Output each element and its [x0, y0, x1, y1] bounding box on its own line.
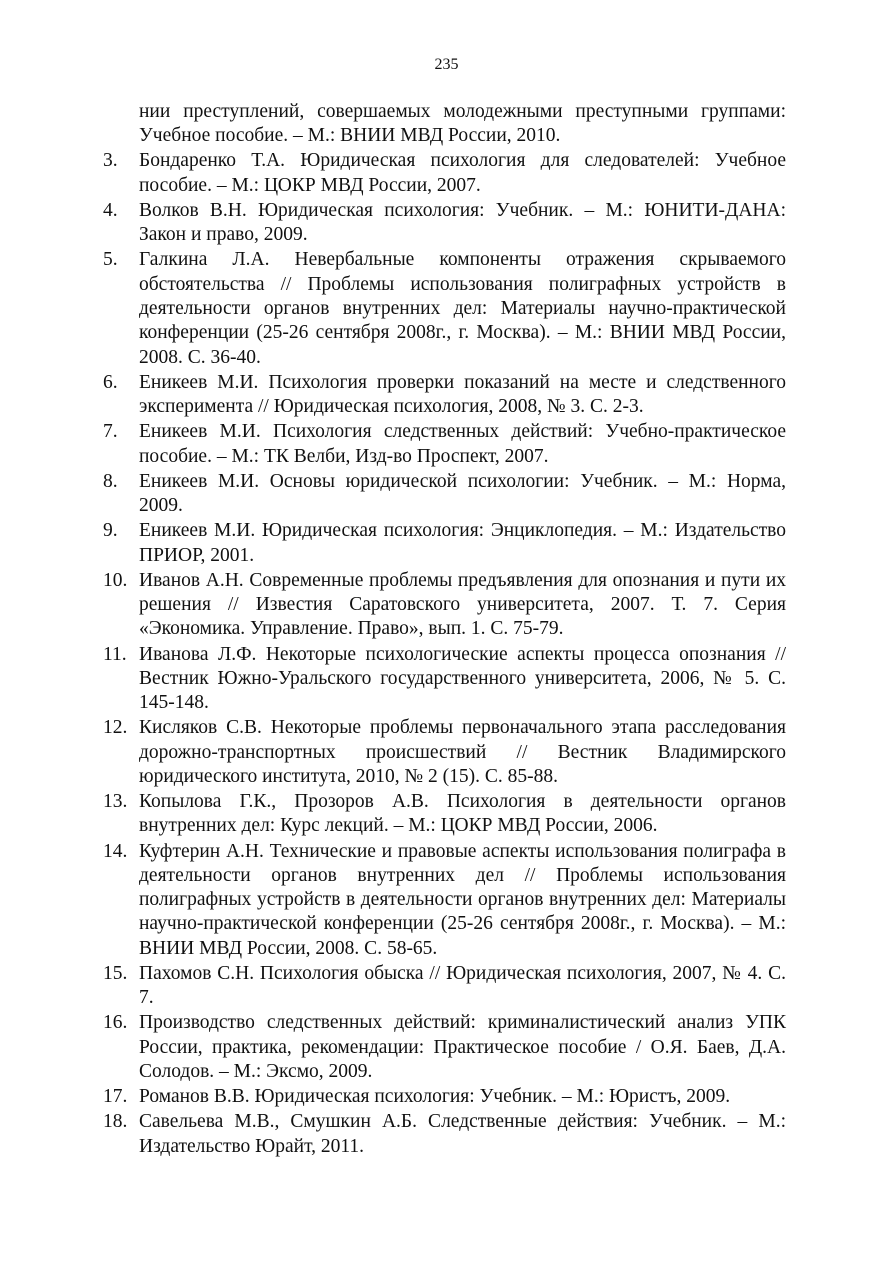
bibliography-entry [103, 716, 786, 789]
bibliography-entry [103, 420, 786, 469]
bibliography-entry [103, 519, 786, 568]
entry-text: Еникеев М.И. Психология следственных действий: Учебно-практическое пособие. – М.: ТК Велби, Изд-во Проспект, 2007. [139, 421, 786, 467]
bibliography-entry [103, 790, 786, 839]
entry-text: Производство следственных действий: криминалистический анализ УПК России, практика, рекомендации: Практическое пособие / О.Я. Баев, Д.А. Солодов. – М.: Эксмо, 2009. [139, 1012, 786, 1083]
entry-number: 5. [103, 249, 118, 271]
bibliography-entry [103, 962, 786, 1011]
entry-number: 16. [103, 1012, 128, 1034]
entry-number: 15. [103, 962, 128, 984]
bibliography-entry [103, 470, 786, 519]
entry-text: Еникеев М.И. Психология проверки показаний на месте и следственного эксперимента // Юридическая психология, 2008, № 3. С. 2-3. [139, 371, 786, 418]
bibliography-entry [103, 840, 786, 961]
bibliography-entry [103, 199, 786, 248]
entry-number: 18. [103, 1111, 128, 1133]
entry-text: Бондаренко Т.А. Юридическая психология для следователей: Учебное пособие. – М.: ЦОКР МВД России, 2007. [139, 150, 786, 196]
entry-number: 9. [103, 520, 118, 542]
bibliography-entry [103, 1085, 786, 1109]
bibliography-entry-continuation [103, 100, 786, 149]
bibliography-entry [103, 1011, 786, 1084]
entry-text: Романов В.В. Юридическая психология: Учебник. – М.: Юристъ, 2009. [139, 1086, 731, 1108]
entry-text: Еникеев М.И. Основы юридической психологии: Учебник. – М.: Норма, 2009. [139, 470, 786, 517]
entry-number: 4. [103, 199, 118, 221]
bibliography-entry [103, 643, 786, 716]
entry-text: нии преступлений, совершаемых молодежными преступными группами: Учебное пособие. – М.: ВНИИ МВД России, 2010. [139, 101, 786, 147]
bibliography-entry [103, 371, 786, 420]
entry-number: 13. [103, 791, 128, 813]
entry-text: Иванов А.Н. Современные проблемы предъявления для опознания и пути их решения // Известия Саратовского университета, 2007. Т. 7. Серия «Экономика. Управление. Право», вып. 1. С. 75-79. [139, 569, 786, 640]
entry-text: Галкина Л.А. Невербальные компоненты отражения скрываемого обстоятельства // Проблемы использования полиграфных устройств в деятельности органов внутренних дел: Материалы научно-практической конференции (25-26 сентября 2008г., г. Москва). – М.: ВНИИ МВД России, 2008. С. 36-40. [139, 249, 786, 368]
entry-text: Волков В.Н. Юридическая психология: Учебник. – М.: ЮНИТИ-ДАНА: Закон и право, 2009. [139, 199, 786, 246]
entry-text: Копылова Г.К., Прозоров А.В. Психология в деятельности органов внутренних дел: Курс лекций. – М.: ЦОКР МВД России, 2006. [139, 791, 786, 837]
entry-text: Савельева М.В., Смушкин А.Б. Следственные действия: Учебник. – М.: Издательство Юрайт, 2011. [139, 1111, 786, 1157]
bibliography-entry [103, 248, 786, 369]
entry-number: 8. [103, 470, 118, 492]
entry-number: 12. [103, 717, 128, 739]
entry-number: 17. [103, 1086, 128, 1108]
entry-number: 10. [103, 569, 128, 591]
entry-text: Иванова Л.Ф. Некоторые психологические аспекты процесса опознания // Вестник Южно-Уральского государственного университета, 2006, № 5. С. 145-148. [139, 643, 786, 714]
entry-text: Кисляков С.В. Некоторые проблемы первоначального этапа расследования дорожно-транспортных происшествий // Вестник Владимирского юридического института, 2010, № 2 (15). С. 85-88. [139, 717, 786, 787]
entry-number: 3. [103, 150, 118, 172]
entry-text: Пахомов С.Н. Психология обыска // Юридическая психология, 2007, № 4. С. 7. [139, 962, 786, 1009]
page-number: 235 [434, 56, 459, 73]
entry-number: 6. [103, 371, 118, 393]
entry-text: Куфтерин А.Н. Технические и правовые аспекты использования полиграфа в деятельности органов внутренних дел // Проблемы использования полиграфных устройств в деятельности органов внутренних дел: Материалы научно-практической конференции (25-26 сентября 2008г., г. Москва). – М.: ВНИИ МВД России, 2008. С. 58-65. [139, 840, 786, 959]
entry-number: 14. [103, 840, 128, 862]
entry-text: Еникеев М.И. Юридическая психология: Энциклопедия. – М.: Издательство ПРИОР, 2001. [139, 520, 786, 566]
bibliography-entry [103, 149, 786, 198]
bibliography-entry [103, 1110, 786, 1159]
bibliography-entry [103, 569, 786, 642]
bibliography-list [103, 100, 786, 1161]
entry-number: 11. [103, 643, 127, 665]
entry-number: 7. [103, 421, 118, 443]
